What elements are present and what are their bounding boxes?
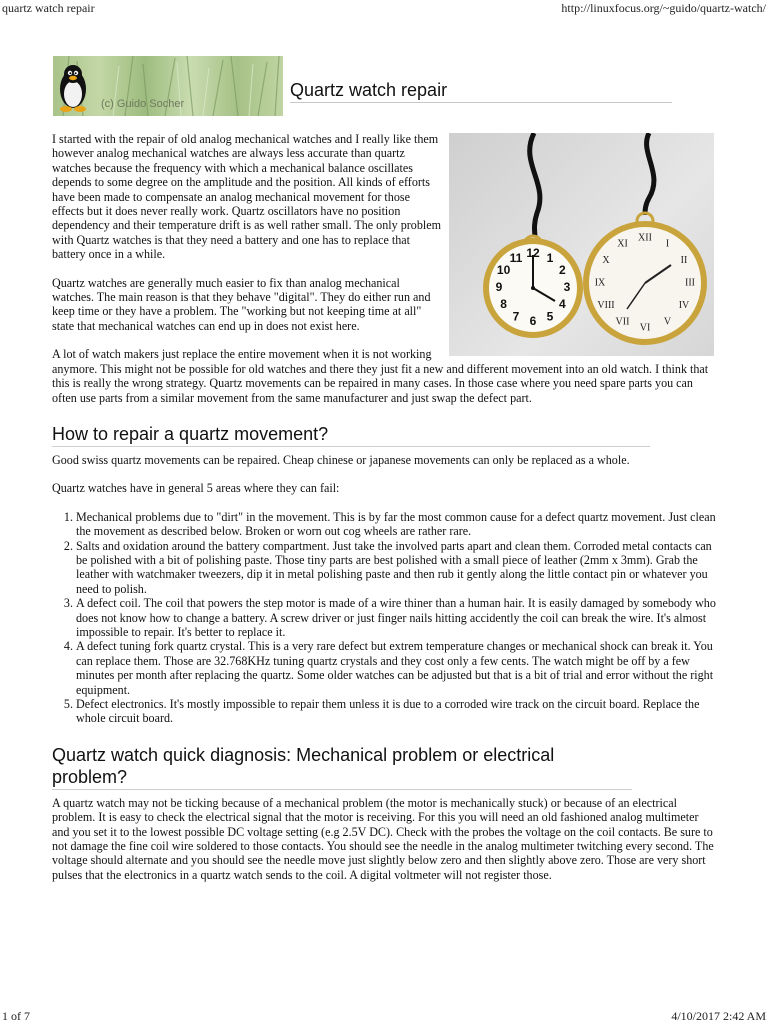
right-dial-numeral: II [680, 254, 688, 266]
left-dial-numeral: 4 [559, 297, 566, 312]
left-dial-numeral: 3 [563, 280, 571, 295]
section2-paragraph-1: A quartz watch may not be ticking because of a mechanical problem (the motor is mechanically stuck) or because of an electrical problem. It is easy to check the electrical signal that the motor is receiving. For this you will need an old fashioned analog multimeter and you set it to the lowest possible DC voltage setting (e.g 2.5V DC). Check with the probes the voltage on the coil contacts. Be sure to not damage the fine coil wire soldered to those contacts. You should see the needle in the analog multimeter twitching every second. The voltage should alternate and you should see the needle move just slightly below zero and then slightly above zero. Those are very short pulses that the electronics in a quartz watch sends to the coil. A digital voltmeter will not register those. [52, 795, 714, 882]
intro-paragraph-3: A lot of watch makers just replace the entire movement when it is not working anymore. This might not be possible for old watches and there they just fit a new and different movement into an old watch. I think that this is really the wrong strategy. Quartz movements can be repaired in many cases. In those case where you need spare parts you can often use parts from a similar movement from the same manufacturer and just swap the defect part. [52, 347, 709, 405]
print-header-title: quartz watch repair [2, 1, 95, 15]
page-title: Quartz watch repair [290, 78, 672, 103]
right-dial-numeral: XII [638, 232, 652, 244]
left-dial-numeral: 7 [512, 309, 520, 324]
right-dial-numeral: XI [617, 238, 628, 250]
list-item: 4. A defect tuning fork quartz crystal. This is a very rare defect but extrem temperature changes or mechanical shock can break it. You can replace them. Those are 32.768KHz tuning quartz crystals and they cost only a few cents. The watch might be off by a few minutes per month after replacing the quartz. Some older watches can be adjusted but that is a bit of trial and error without the right equipment. [76, 639, 718, 697]
section1-paragraph-1: Good swiss quartz movements can be repaired. Cheap chinese or japanese movements can only be replaced as a whole. [52, 452, 630, 467]
list-item: 3. A defect coil. The coil that powers the step motor is made of a wire thiner than a human hair. It is easily damaged by somebody who does not know how to change a battery. A screw driver or just finger nails hitting accidently the coil can break the wire. It's almost impossible to repair. It's better to replace it. [76, 596, 718, 639]
left-dial-numeral: 9 [495, 280, 503, 295]
right-dial-numeral: V [663, 316, 672, 328]
left-dial-numeral: 6 [529, 314, 537, 329]
right-dial-numeral: IV [678, 299, 690, 311]
right-dial-numeral: VI [639, 322, 651, 334]
right-dial-numeral: I [665, 238, 670, 250]
right-dial-numeral: VIII [597, 299, 615, 311]
list-item: 2. Salts and oxidation around the battery compartment. Just take the involved parts apart and clean them. Corroded metal contacts can be polished with a bit of polishing paste. Those tiny parts are best polished with a small piece of leather (2mm x 3mm). Grab the leather with watchmaker tweezers, dip it in metal polishing paste and then rub it gently along the little contact pin or whatever you need to polish. [76, 539, 718, 597]
banner-credit: (c) Guido Socher [101, 98, 185, 110]
left-dial-numeral: 11 [509, 250, 523, 265]
print-footer-datetime: 4/10/2017 2:42 AM [671, 1009, 766, 1023]
header-banner [53, 56, 283, 116]
intro-paragraph-1: I started with the repair of old analog mechanical watches and I really like them however analog mechanical watches are always less accurate than quartz watches because the frequency with which a mechanical balance oscillates depends to some degree on the amplitude and the position. All kinds of efforts have been made to compensate an analog mechanical movement for those effects but it does never really work. Quartz oscillators have no position dependency and their temperature drift is as well rather small. The only problem with Quartz watches is that they need a battery and one has to replace that battery once in a while. [52, 132, 441, 262]
print-footer [0, 1008, 768, 1024]
list-item: 5. Defect electronics. It's mostly impossible to repair them unless it is due to a corroded wire track on the circuit board. Replace the whole circuit board. [76, 697, 718, 726]
right-dial-numeral: VII [615, 316, 630, 328]
section1-paragraph-2: Quartz watches have in general 5 areas where they can fail: [52, 481, 340, 496]
photo-float-spacer [444, 132, 718, 358]
right-dial-numeral: IX [594, 277, 606, 289]
section-heading-diagnosis: Quartz watch quick diagnosis: Mechanical problem or electrical problem? [52, 744, 632, 790]
left-dial-numeral: 5 [546, 309, 554, 324]
intro-paragraph-2: Quartz watches are generally much easier to fix than analog mechanical watches. The main reason is that they behave "digital". They do either run and keep time or they have a problem. The "working but not keeping time at all" state that mechanical watches can end up in does not exist here. [52, 275, 431, 333]
left-dial-numeral: 1 [546, 250, 554, 265]
failure-areas-list [52, 510, 718, 726]
print-header [0, 0, 768, 16]
list-item: 1. Mechanical problems due to "dirt" in the movement. This is by far the most common cause for a defect quartz movement. Just clean the movement as described below. Broken or worn out cog wheels are rather rare. [76, 510, 718, 539]
left-dial-numeral: 10 [496, 263, 511, 278]
section-heading-repair: How to repair a quartz movement? [52, 423, 650, 447]
print-header-url: http://linuxfocus.org/~guido/quartz-watch/ [561, 1, 766, 15]
right-dial-numeral: X [602, 254, 610, 266]
print-footer-page: 1 of 7 [2, 1009, 30, 1023]
left-dial-numeral: 12 [526, 246, 540, 261]
left-dial-numeral: 2 [559, 263, 566, 278]
left-dial-numeral: 8 [500, 297, 507, 312]
right-dial-numeral: III [685, 277, 695, 289]
article-content [52, 132, 718, 896]
